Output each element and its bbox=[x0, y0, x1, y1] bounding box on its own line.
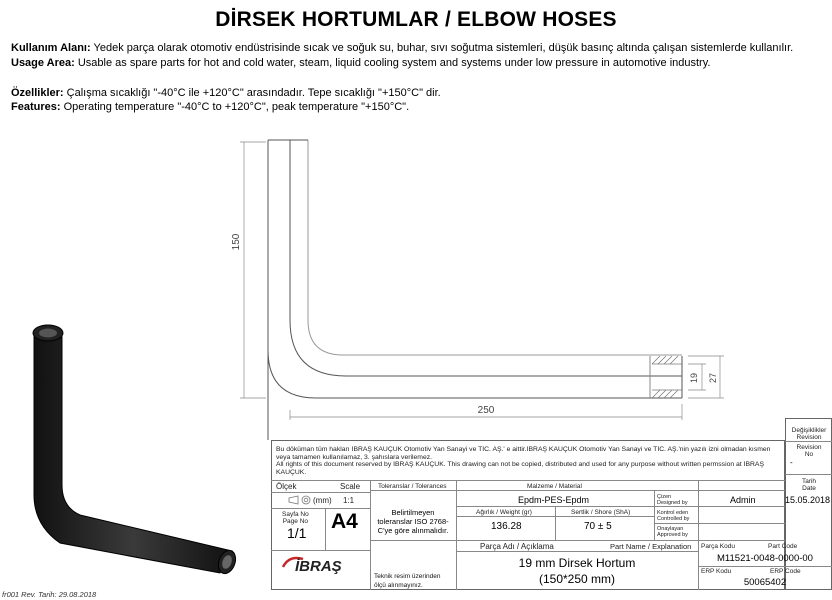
revision-no-label: Revision No bbox=[796, 444, 822, 458]
hose-body bbox=[34, 337, 232, 573]
erp-value: 50065402 bbox=[743, 577, 787, 588]
dim-outer-label: 27 bbox=[708, 372, 718, 384]
usage-tr-label: Kullanım Alanı: bbox=[11, 42, 91, 54]
approved-label: Onaylayan Approved by bbox=[657, 526, 688, 538]
material-value: Epdm-PES-Epdm bbox=[518, 495, 590, 505]
ibras-logo-text: İBRAŞ bbox=[295, 558, 342, 575]
controlled-label: Kontrol eden Controlled by bbox=[657, 510, 690, 522]
page-label: Sayfa No Page No bbox=[282, 511, 309, 525]
revision-no-value: - bbox=[790, 458, 793, 467]
projection-icon bbox=[288, 495, 312, 505]
part-name-value-1: 19 mm Dirsek Hortum bbox=[518, 556, 636, 570]
scale-label: Scale bbox=[340, 482, 361, 491]
revision-header: Değişiklikler Revision bbox=[791, 427, 827, 441]
tolerance-text: Belirtilmeyen toleranslar ISO 2768-C'ye göre alınmalıdır. bbox=[377, 508, 449, 535]
erp-label-tr: ERP Kodu bbox=[701, 568, 732, 575]
unit-label: (mm) bbox=[313, 496, 332, 505]
part-name-en-label: Part Name / Explanation bbox=[610, 542, 692, 551]
part-name-label: Parça Adı / Açıklama bbox=[480, 542, 554, 551]
weight-value: 136.28 bbox=[491, 521, 522, 532]
part-code-label-tr: Parça Kodu bbox=[701, 543, 735, 550]
part-code-label-en: Part Code bbox=[768, 543, 798, 550]
part-code-value: M11521-0048-0000-00 bbox=[717, 553, 813, 564]
olcek-label: Ölçek bbox=[276, 482, 297, 491]
features-en-label: Features: bbox=[11, 101, 61, 113]
usage-tr-line bbox=[11, 42, 793, 54]
copyright-tr: Bu döküman tüm hakları İBRAŞ KAUÇUK Otomotiv Yan Sanayi ve TİC. AŞ.' e aittir.İBRAŞ KAUÇUK Otomotiv Yan Sanayi ve TİC. AŞ.'nin yazılı izni olmadan kısmen veya tamamen kullanılamaz, 3. şahıslara verilemez. bbox=[276, 446, 771, 461]
designed-value: Admin bbox=[730, 495, 756, 505]
date-header: Tarih Date bbox=[801, 478, 817, 492]
usage-en-text: Usable as spare parts for hot and cold water, steam, liquid cooling system and systems under low pressure in automotive industry. bbox=[74, 57, 711, 69]
dimension-lines bbox=[240, 142, 724, 420]
scale-value: 1:1 bbox=[343, 496, 355, 505]
features-en-text: Operating temperature "-40°C to +120°C", peak temperature "+150°C". bbox=[60, 101, 410, 113]
designed-label: Çizen Designed by bbox=[657, 494, 688, 506]
tolerances-label: Toleranslar / Tolerances bbox=[378, 483, 447, 490]
dim-height-label: 150 bbox=[231, 233, 242, 251]
page-title: DİRSEK HORTUMLAR / ELBOW HOSES bbox=[215, 8, 617, 31]
usage-en-label: Usage Area: bbox=[11, 57, 75, 69]
weight-label: Ağırlık / Weight (gr) bbox=[476, 509, 532, 516]
hardness-value: 70 ± 5 bbox=[584, 521, 612, 532]
features-tr-text: Çalışma sıcaklığı "-40°C ile +120°C" arasındadır. Tepe sıcaklığı "+150°C" dir. bbox=[63, 87, 441, 99]
hardness-label: Sertlik / Shore (ShA) bbox=[571, 509, 631, 516]
dim-inner-label: 19 bbox=[689, 372, 699, 384]
hose-3d-render bbox=[20, 315, 250, 585]
hose-top-inner bbox=[39, 329, 57, 338]
features-tr-label: Özellikler: bbox=[11, 87, 64, 99]
material-label: Malzeme / Material bbox=[527, 483, 582, 490]
usage-en-line bbox=[11, 57, 710, 69]
hose-outline bbox=[268, 140, 682, 440]
technical-note: Teknik resim üzerinden ölçü alınmayınız. bbox=[374, 573, 441, 589]
page-value: 1/1 bbox=[287, 525, 307, 541]
usage-tr-text: Yedek parça olarak otomotiv endüstrisinde sıcak ve soğuk su, buhar, sıvı soğutma sistemleri, düşük basınç altında çalışan sistemlerde kullanılır. bbox=[90, 42, 794, 54]
features-tr-line bbox=[11, 87, 441, 99]
erp-label-en: ERP Code bbox=[770, 568, 801, 575]
form-revision: fr001 Rev. Tarih: 29.08.2018 bbox=[2, 590, 97, 599]
features-en-line bbox=[11, 101, 409, 113]
end-hatching bbox=[652, 356, 682, 398]
copyright-en: All rights of this document reserved by İBRAŞ KAUÇUK. This drawing can not be copied, distributed and used for any purpose without written permssion at İBRAŞ KAUÇUK. bbox=[276, 461, 764, 476]
dim-length-label: 250 bbox=[477, 405, 495, 416]
designed-date: 15.05.2018 bbox=[785, 495, 831, 505]
part-name-value-2: (150*250 mm) bbox=[538, 572, 616, 586]
ibras-logo bbox=[281, 553, 361, 575]
paper-size: A4 bbox=[331, 510, 358, 533]
